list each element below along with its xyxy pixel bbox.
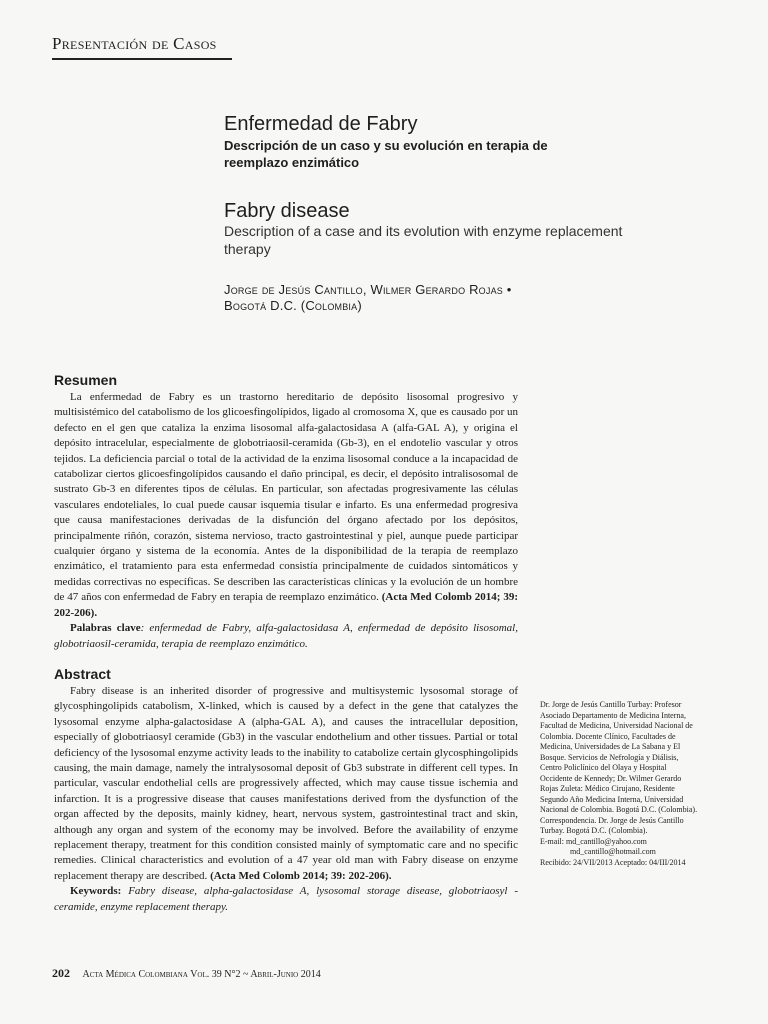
- abstract-heading: Abstract: [54, 666, 111, 682]
- section-rule: [52, 58, 232, 60]
- abstract-keywords: [54, 884, 518, 915]
- email-line: [540, 837, 700, 848]
- abstract-keywords-text: Fabry disease, alpha-galactosidase A, lysosomal storage disease, globotriaosyl - ceramide, enzyme replacement therapy.: [54, 885, 518, 913]
- resumen-body: La enfermedad de Fabry es un trastorno hereditario de depósito lisosomal progresivo y multisistémico del catabolismo de los glicoesfingolípidos, ligado al cromosoma X, que es causado por un defecto en el gen que cataliza la enzima lisosomal alfa-galactosidasa A (alfa-GAL A), y origina el depósito intracelular, especialmente de globotriaosil-ceramida (Gb-3), en el endotelio vascular y otros tejidos. La deficiencia parcial o total de la actividad de la enzima lisosomal conduce a la incapacidad de catabolizar ciertos glicoesfingolípidos causando el daño principal, es decir, el depósito intralisosomal de sustrato Gb-3 en diferentes tipos de células. En particular, son afectadas progresivamente las células vasculares endoteliales, lo cual puede causar isquemia tisular e infarto. Es una enfermedad progresiva que causa manifestaciones derivadas de la disfunción del órgano afectado por los depósitos, principalmente riñón, corazón, sistema nervioso, tracto gastrointestinal y piel, aunque puede participar cualquier órgano y sistema de la economía. Antes de la disponibilidad de la terapia de reemplazo enzimático, el tratamiento para esta enfermedad consistía principalmente de cuidados sintomáticos y medidas correctivas no específicas. Se describen las características clínicas y la evolución de un hombre de 47 años con enfermedad de Fabry en terapia de reemplazo enzimático.: [54, 391, 518, 604]
- article-title-en: Fabry disease: [224, 200, 350, 222]
- author-location: Bogotá D.C. (Colombia): [224, 298, 362, 313]
- resumen-keywords-label: Palabras clave: [70, 622, 141, 635]
- abstract-citation: (Acta Med Colomb 2014; 39: 202-206).: [210, 869, 392, 882]
- resumen-keywords-text: : enfermedad de Fabry, alfa-galactosidasa A, enfermedad de depósito lisosomal, globotriaosil-ceramida, terapia de reemplazo enzimático.: [54, 622, 518, 650]
- article-subtitle-es: Descripción de un caso y su evolución en terapia de reemplazo enzimático: [224, 138, 548, 170]
- page-number: 202: [52, 966, 70, 980]
- author-info-sidebar: [540, 700, 700, 868]
- resumen-citation: (Acta Med Colomb 2014; 39: 202-206).: [54, 591, 518, 619]
- resumen-section: [54, 390, 518, 652]
- affiliations: Dr. Jorge de Jesús Cantillo Turbay: Profesor Asociado Departamento de Medicina Interna, Facultad de Medicina, Universidad Nacional de Colombia. Docente Clínico, Facultades de Medicina, Universidades de La Sabana y El Bosque. Servicios de Nefrología y Diálisis, Centro Policlínico del Olaya y Hospital Occidente de Kennedy; Dr. Wilmer Gerardo Rojas Zuleta: Médico Cirujano, Residente Segundo Año Medicina Interna, Universidad Nacional de Colombia. Bogotá D.C. (Colombia).: [540, 700, 698, 814]
- article-title-es: Enfermedad de Fabry: [224, 113, 418, 135]
- abstract-paragraph: [54, 684, 518, 884]
- abstract-body: Fabry disease is an inherited disorder of progressive and multisystemic lysosomal storage of glycosphingolipids catabolism, X-linked, which is caused by a defect in the gene that catalyzes the lysosomal enzyme alpha-galactosidase A (alpha-GAL A), and causes the intracellular deposition, especially of globotriaosyl ceramide (Gb3) in the vascular endothelium and other tissues. Partial or total deficiency of the lysosomal enzyme activity leads to the inability to catabolize certain glycosphingolipids causing, the main damage, namely the intralysosomal deposit of Gb3 substrate in different cell types. In particular, vascular endothelial cells are progressively affected, which may cause tissue ischemia and infarction. It is a progressive disease that causes manifestations derived from the dysfunction of the organ affected by the deposits, mainly kidney, heart, nervous system, gastrointestinal tract and skin, although any organ and system of the economy may be involved. Before the availability of enzyme replacement therapy, treatment for this condition consisted mainly of symptomatic care and no specific remedies. Clinical characteristics and evolution of a 47 year old man with Fabry disease on enzyme replacement therapy are described.: [54, 685, 519, 882]
- section-heading: Presentación de Casos: [52, 34, 217, 53]
- abstract-section: [54, 684, 518, 915]
- page-footer: [52, 966, 321, 981]
- resumen-keywords: [54, 621, 518, 652]
- email-label: E-mail:: [540, 836, 564, 846]
- resumen-heading: Resumen: [54, 372, 118, 388]
- journal-info: Acta Médica Colombiana Vol. 39 N°2 ~ Abril-Junio 2014: [82, 969, 321, 980]
- abstract-keywords-label: Keywords:: [70, 885, 122, 898]
- resumen-paragraph: [54, 390, 518, 621]
- email-address-2[interactable]: md_cantillo@hotmail.com: [570, 847, 656, 856]
- correspondence: Correspondencia. Dr. Jorge de Jesús Cantillo Turbay. Bogotá D.C. (Colombia).: [540, 815, 684, 835]
- author-names: Jorge de Jesús Cantillo, Wilmer Gerardo Rojas •: [224, 282, 512, 297]
- article-subtitle-en: Description of a case and its evolution with enzyme replacement therapy: [224, 223, 623, 257]
- email-line-2: [540, 847, 700, 858]
- author-block: [224, 282, 584, 314]
- received-accepted-dates: Recibido: 24/VII/2013 Aceptado: 04/III/2014: [540, 857, 686, 867]
- email-address-1[interactable]: md_cantillo@yahoo.com: [566, 836, 647, 846]
